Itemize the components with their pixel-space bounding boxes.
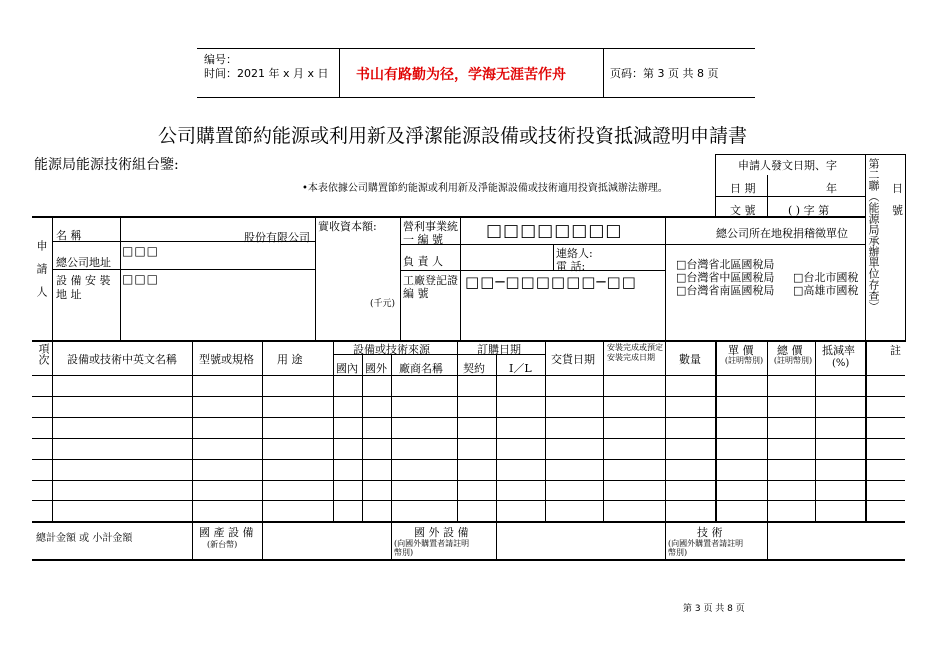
owner-label: 負 責 人 (403, 255, 443, 268)
table-col (457, 340, 458, 521)
totals-col (767, 521, 768, 559)
table-col (603, 340, 604, 521)
table-row (32, 480, 905, 481)
totals-bottom-rule (32, 559, 905, 561)
table-col (715, 340, 717, 521)
table-col (665, 340, 666, 521)
col-unit-price-note: (註明幣別) (724, 356, 764, 365)
header-top-rule (197, 48, 755, 49)
day-label: 日 (892, 182, 903, 195)
totals-col (496, 521, 497, 559)
number-suffix: 號 (892, 204, 903, 217)
col-delivery-header: 交貨日期 (551, 353, 595, 366)
factory-label-2: 編 號 (403, 287, 429, 300)
header-divider (603, 48, 604, 97)
panel-rule (767, 175, 768, 216)
col-install-header: 安裝完成或預定安裝完成日期 (607, 343, 663, 362)
tax-id-value[interactable]: □□□□□□□□ (486, 221, 623, 241)
panel-rule (905, 154, 906, 342)
col-contract-header: 契約 (463, 362, 485, 375)
table-col (192, 340, 193, 521)
panel-rule (715, 196, 865, 197)
doc-label: 文 號 (730, 204, 756, 217)
tax-office-option[interactable]: □台灣省中區國稅局 (676, 271, 775, 284)
table-col (262, 340, 263, 521)
col-qty-header: 數量 (679, 353, 701, 366)
table-col (545, 340, 546, 521)
tax-id-label: 營利事業統 (403, 220, 458, 233)
tax-office-option[interactable]: □高雄市國稅 (793, 284, 859, 297)
col-total-price-header: 總 價 (777, 344, 803, 357)
copy-note: 第二聯（能源局承辦單位存查） (867, 158, 880, 312)
col-foreign-header: 國外 (365, 362, 387, 375)
technology-label: 技 術 (697, 526, 723, 539)
apply-date-label: 申請人發文日期、字 (738, 159, 837, 172)
applicant-rule (400, 270, 665, 271)
applicant-rule (52, 216, 53, 340)
totals-col (391, 521, 392, 559)
table-row (32, 459, 905, 460)
tax-office-header: 總公司所在地稅捐稽徵單位 (716, 227, 848, 240)
table-top-rule (32, 340, 905, 342)
tax-office-option[interactable]: □台灣省南區國稅局 (676, 284, 775, 297)
factory-label: 工廠登記證 (403, 274, 458, 287)
domestic-equipment-label: 國 產 設 備 (199, 526, 254, 539)
technology-note: (向國外購置者請註明 (668, 539, 744, 548)
header-divider (339, 48, 340, 97)
table-row (32, 500, 905, 501)
applicant-rule (665, 216, 666, 340)
table-row (32, 438, 905, 439)
number-label: 编号： (204, 53, 237, 66)
name-label: 名 稱 (56, 229, 82, 242)
col-remark-header: 註 (890, 344, 901, 357)
foreign-equipment-label: 國 外 設 備 (414, 526, 469, 539)
table-col (767, 340, 768, 521)
address-value[interactable]: □□□ (122, 244, 160, 258)
table-row (32, 417, 905, 418)
applicant-rule (665, 244, 865, 245)
col-total-price-note: (註明幣別) (773, 356, 813, 365)
table-col (815, 340, 816, 521)
capital-label: 實收資本額: (318, 220, 377, 233)
col-rate-header: 抵減率 (822, 344, 855, 357)
page-title: 公司購置節約能源或利用新及淨潔能源設備或技術投資抵減證明申請書 (158, 125, 748, 147)
factory-value[interactable]: □□─□□□□□□─□□ (465, 273, 637, 291)
table-row (32, 396, 905, 397)
technology-note-2: 幣別) (668, 548, 688, 557)
year-label: 年 (826, 182, 837, 195)
capital-unit: (千元) (370, 299, 396, 309)
contact-label: 連絡人: (556, 247, 593, 260)
phone-label: 電 話: (556, 260, 586, 273)
applicant-rule (120, 216, 121, 340)
totals-col (665, 521, 666, 559)
col-order-header: 訂購日期 (477, 343, 521, 356)
col-domestic-header: 國內 (336, 362, 358, 375)
equip-address-label-2: 地 址 (56, 288, 82, 301)
date-label: 日 期 (730, 182, 756, 195)
applicant-rule (315, 216, 316, 340)
page-info: 页码：第 3 页 共 8 页 (610, 67, 719, 80)
totals-col (262, 521, 263, 559)
panel-rule (715, 154, 716, 216)
name-value: 股份有限公司 (244, 231, 310, 244)
col-lc-header: I／L (509, 362, 532, 375)
panel-rule (715, 154, 905, 155)
table-col (496, 354, 497, 521)
total-amount-label: 總計金額 或 小計金額 (36, 533, 133, 544)
foreign-equipment-note-2: 幣別) (394, 548, 414, 557)
domestic-equipment-note: (新台幣) (207, 540, 238, 549)
table-col (52, 340, 53, 521)
col-item-header: 項次 (37, 343, 50, 365)
equip-address-label: 設 備 安 裝 (56, 274, 111, 287)
col-model-header: 型號或規格 (199, 353, 254, 366)
tax-office-option[interactable]: □台灣省北區國稅局 (676, 258, 775, 271)
time-label: 时间：2021 年 x 月 x 日 (204, 67, 329, 80)
header-bottom-rule (197, 97, 755, 98)
col-name-header: 設備或技術中英文名稱 (67, 353, 177, 366)
applicant-rule (460, 216, 461, 340)
totals-col (192, 521, 193, 559)
table-col (362, 354, 363, 521)
address-label: 總公司地址 (56, 256, 111, 269)
applicant-rule (400, 216, 401, 340)
tax-id-label-2: 一 編 號 (403, 233, 443, 246)
tax-office-option[interactable]: □台北市國稅 (793, 271, 859, 284)
applicant-rule (553, 244, 554, 270)
col-rate-unit: (%) (832, 358, 850, 369)
table-col (333, 340, 334, 521)
foreign-equipment-note: (向國外購置者請註明 (394, 539, 470, 548)
equip-address-value[interactable]: □□□ (122, 272, 160, 286)
table-col (391, 354, 392, 521)
col-maker-header: 廠商名稱 (399, 362, 443, 375)
table-bottom-rule (32, 521, 905, 523)
doc-number-label: ( ) 字 第 (788, 204, 830, 217)
note: •本表依據公司購置節約能源或利用新及淨能源設備或技術適用投資抵減辦法辦理。 (302, 183, 668, 194)
page-footer: 第 3 页 共 8 页 (683, 604, 745, 614)
col-unit-price-header: 單 價 (728, 344, 754, 357)
applicant-side-label: 申請人 (35, 240, 48, 309)
addressee: 能源局能源技術組台鑒: (34, 157, 179, 173)
table-col (865, 340, 867, 521)
col-use-header: 用 途 (277, 353, 303, 366)
col-source-header: 設備或技術來源 (353, 343, 430, 356)
motto: 书山有路勤为径，学海无涯苦作舟 (356, 67, 566, 83)
